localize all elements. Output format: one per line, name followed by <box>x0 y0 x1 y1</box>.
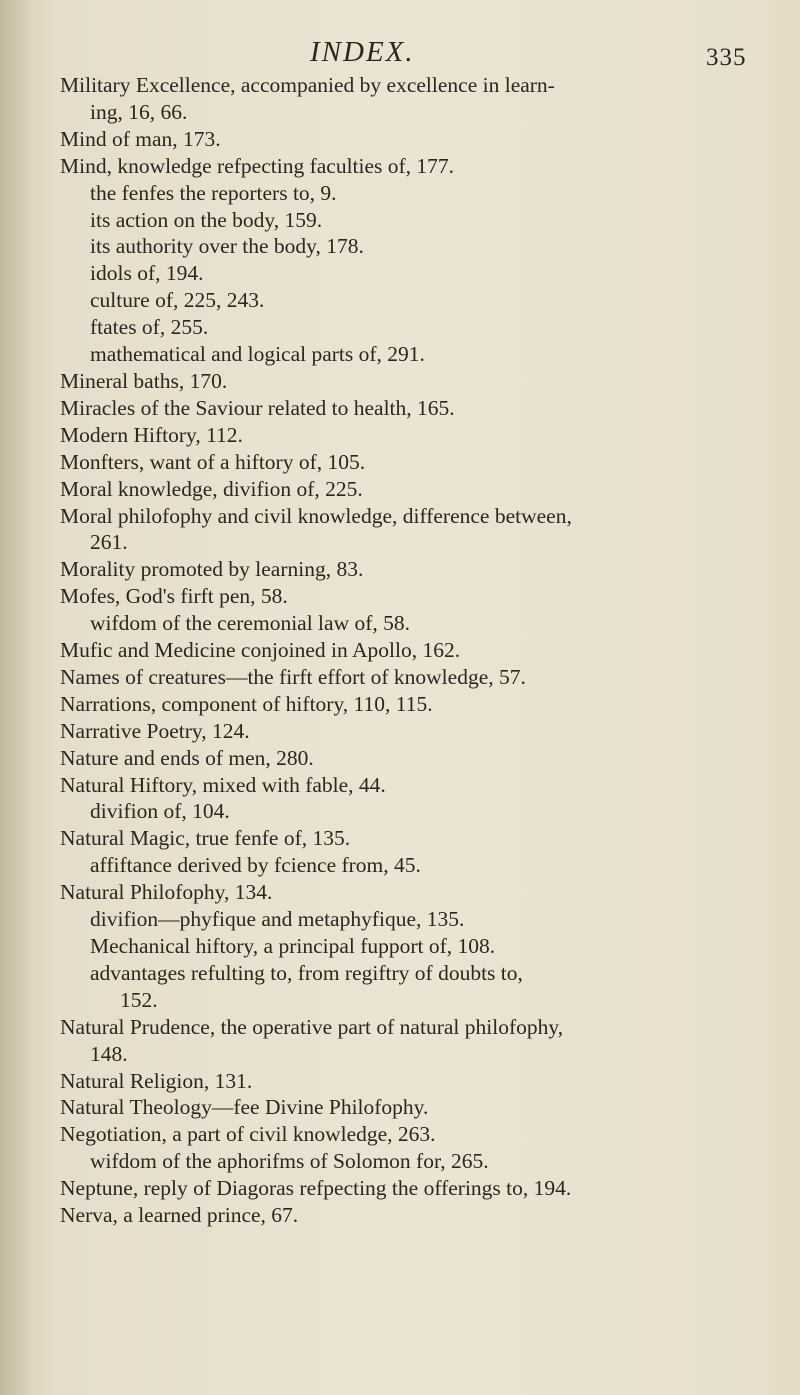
index-entry <box>60 718 760 745</box>
page-number: 335 <box>706 44 747 71</box>
entry-text: the fenfes the reporters to, 9. <box>90 180 337 205</box>
index-entry <box>60 1068 760 1095</box>
entry-text: divifion—phyfique and metaphyfique, 135. <box>90 907 465 932</box>
index-entry <box>60 772 760 799</box>
entry-text: wifdom of the ceremonial law of, 58. <box>90 611 411 636</box>
entry-continuation: 152. <box>120 987 158 1012</box>
index-subentry <box>60 341 760 368</box>
entry-text: Modern Hiftory, 112. <box>60 422 243 447</box>
index-subentry <box>60 610 760 637</box>
index-subentry <box>60 314 760 341</box>
page-header <box>0 8 800 71</box>
entry-continuation: 148. <box>90 1041 128 1066</box>
index-entry <box>60 503 760 557</box>
entry-text: Military Excellence, accompanied by excellence in learn- <box>60 73 555 97</box>
entry-text: Negotiation, a part of civil knowledge, 263. <box>60 1122 436 1147</box>
entry-text: advantages refulting to, from regiftry of doubts to, <box>90 960 523 985</box>
entry-text: Morality promoted by learning, 83. <box>60 557 364 582</box>
entry-text: idols of, 194. <box>90 261 204 286</box>
index-entry <box>60 879 760 906</box>
index-subentry <box>60 960 760 1014</box>
entry-text: Neptune, reply of Diagoras refpecting the offerings to, 194. <box>60 1176 572 1201</box>
index-entry <box>60 825 760 852</box>
index-entry <box>60 422 760 449</box>
index-entry <box>60 476 760 503</box>
index-entry <box>60 153 760 180</box>
index-entry <box>60 126 760 153</box>
entry-text: Mufic and Medicine conjoined in Apollo, 162. <box>60 638 461 663</box>
entry-text: Natural Theology—fee Divine Philofophy. <box>60 1095 429 1120</box>
index-entry <box>60 1094 760 1121</box>
index-subentry <box>60 1148 760 1175</box>
entry-text: Moral knowledge, divifion of, 225. <box>60 476 363 501</box>
index-subentry <box>60 233 760 260</box>
index-subentry <box>60 260 760 287</box>
entry-continuation: ing, 16, 66. <box>90 99 188 124</box>
entry-text: Moral philofophy and civil knowledge, difference between, <box>60 503 572 528</box>
entry-text: Nerva, a learned prince, 67. <box>60 1203 299 1228</box>
entry-text: Mofes, God's firft pen, 58. <box>60 584 288 609</box>
index-subentry <box>60 933 760 960</box>
entry-text: Natural Prudence, the operative part of natural philofophy, <box>60 1014 564 1039</box>
running-title: INDEX. <box>310 36 415 68</box>
entry-text: Mineral baths, 170. <box>60 368 228 393</box>
entry-text: divifion of, 104. <box>90 799 230 824</box>
entry-text: Natural Philofophy, 134. <box>60 880 273 905</box>
entry-text: Monfters, want of a hiftory of, 105. <box>60 449 366 474</box>
index-entry <box>60 449 760 476</box>
entry-text: ftates of, 255. <box>90 315 209 340</box>
index-entry <box>60 583 760 610</box>
entry-text: Natural Magic, true fenfe of, 135. <box>60 826 351 851</box>
entry-text: its authority over the body, 178. <box>90 234 364 259</box>
entry-continuation: 261. <box>90 530 128 555</box>
index-entry <box>60 1202 760 1229</box>
index-entry <box>60 1121 760 1148</box>
index-entry <box>60 395 760 422</box>
entry-text: Mechanical hiftory, a principal fupport of, 108. <box>90 934 496 958</box>
index-subentry <box>60 180 760 207</box>
index-entry <box>60 664 760 691</box>
entry-text: Natural Religion, 131. <box>60 1068 253 1093</box>
entry-text: Narrations, component of hiftory, 110, 115. <box>60 691 433 716</box>
index-entry <box>60 745 760 772</box>
entry-text: wifdom of the aphorifms of Solomon for, 265. <box>90 1149 489 1174</box>
index-subentry <box>60 798 760 825</box>
entry-text: Nature and ends of men, 280. <box>60 745 314 770</box>
index-subentry <box>60 287 760 314</box>
entry-text: Miracles of the Saviour related to health, 165. <box>60 395 455 420</box>
entry-text: Mind of man, 173. <box>60 126 221 151</box>
index-entry <box>60 637 760 664</box>
index-subentry <box>60 906 760 933</box>
entry-text: mathematical and logical parts of, 291. <box>90 342 425 367</box>
index-entries <box>60 72 760 1229</box>
entry-text: Mind, knowledge refpecting faculties of, 177. <box>60 153 455 178</box>
index-entry <box>60 691 760 718</box>
entry-text: Names of creatures—the firft effort of knowledge, 57. <box>60 664 526 689</box>
entry-text: Natural Hiftory, mixed with fable, 44. <box>60 772 386 797</box>
index-entry <box>60 1175 760 1202</box>
entry-text: Narrative Poetry, 124. <box>60 718 250 743</box>
index-entry <box>60 368 760 395</box>
entry-text: culture of, 225, 243. <box>90 288 265 313</box>
index-subentry <box>60 852 760 879</box>
entry-text: its action on the body, 159. <box>90 207 323 232</box>
index-entry <box>60 72 760 126</box>
index-entry <box>60 556 760 583</box>
index-subentry <box>60 207 760 234</box>
index-entry <box>60 1014 760 1068</box>
entry-text: affiftance derived by fcience from, 45. <box>90 853 421 878</box>
